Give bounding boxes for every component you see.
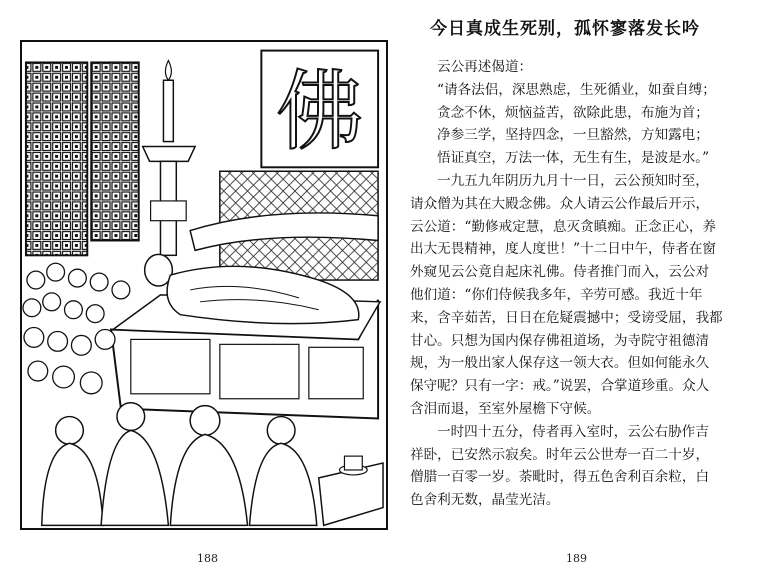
body-text — [410, 56, 762, 512]
text-line: 僧腊一百零一岁。荼毗时，得五色舍利百余粒，白 — [410, 469, 710, 486]
chapter-title: 今日真成生死别，孤怀寥落发长吟 — [430, 19, 700, 39]
text-line: 贪念不休，烦恼益苦，欲除此患，布施为首； — [437, 104, 709, 121]
text-line: 祥卧，已安然示寂矣。时年云公世寿一百二十岁， — [410, 446, 710, 463]
text-line: 云公道：“勤修戒定慧，息灭贪瞋痴。正念正心，养 — [410, 218, 717, 235]
buddha-character: 佛 — [276, 60, 364, 163]
text-line: 请众僧为其在大殿念佛。众人请云公作最后开示， — [410, 195, 710, 212]
text-line: 含泪而退，至室外屋檐下守候。 — [410, 400, 601, 417]
lattice-window-right — [91, 62, 138, 240]
page-number-left: 188 — [197, 552, 218, 565]
text-line: 一九五九年阴历九月十一日，云公预知时至， — [437, 172, 709, 189]
text-line: 净参三学，坚持四念，一旦豁然，方知露电； — [437, 127, 709, 144]
text-line: 甘心。只想为国内保存佛祖道场，为寺院守祖德清 — [410, 332, 710, 349]
monk-deathbed-illustration — [20, 40, 388, 530]
page-number-right: 189 — [566, 552, 587, 565]
text-line: 悟证真空，万法一体，无生有生，是波是水。” — [437, 150, 710, 167]
kneeling-monks — [42, 403, 317, 526]
text-line: 他们道：“你们侍候我多年，辛劳可感。我近十年 — [410, 286, 703, 303]
lattice-window — [26, 62, 87, 255]
candle-flame — [165, 60, 171, 80]
text-line: 一时四十五分，侍者再入室时，云公右胁作吉 — [437, 423, 709, 440]
candle — [163, 80, 173, 141]
text-line: 规，为一般出家人保存这一领大衣。但如何能永久 — [410, 355, 710, 372]
text-line: 保守呢？只有一字：戒。”说罢，合掌道珍重。众人 — [410, 378, 710, 395]
text-line: “请各法侣，深思熟虑，生死循业，如蚕自缚； — [437, 81, 716, 98]
text-line: 外窥见云公竟自起床礼佛。侍者推门而入，云公对 — [410, 264, 710, 281]
text-line: 云公再述偈道： — [437, 59, 533, 75]
text-line: 来，含辛茹苦，日日在危疑震撼中；受谤受屈，我都 — [410, 309, 723, 326]
text-line: 色舍利无数，晶莹光洁。 — [410, 492, 560, 509]
text-line: 出大无畏精神，度人度世！”十二日中午，侍者在窗 — [410, 241, 717, 258]
